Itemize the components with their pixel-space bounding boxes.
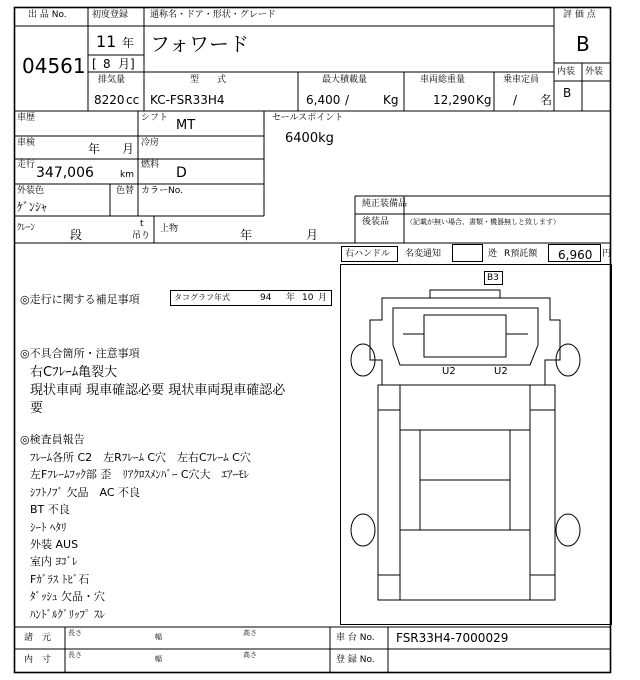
length-label: 長さ (68, 629, 82, 637)
crane-stage-unit: 段 (70, 228, 83, 242)
inspector-line: ﾌﾚｰﾑ各所 C2 左Rﾌﾚｰﾑ C穴 左右Cﾌﾚｰﾑ C穴 (30, 451, 251, 464)
interior-dimensions-label: 内 寸 (24, 655, 52, 665)
upper-body-label: 上物 (160, 224, 179, 234)
defect-line: 現状車両 現車確認必要 現状車両現車確認必 (30, 383, 286, 398)
defect-line: 要 (30, 401, 44, 416)
inspector-line: 左Fﾌﾚｰﾑﾌｯｸ部 歪 ﾘｱｸﾛｽﾒﾝﾊﾞｰ C穴大 ｴｱｰﾓﾚ (30, 468, 249, 482)
slash-2: / (513, 93, 518, 107)
interior-length-label: 長さ (68, 651, 82, 659)
capacity-unit: 名 (540, 93, 553, 107)
tachograph-year: 94 (260, 293, 272, 303)
interior-height-label: 高さ (243, 651, 257, 659)
driving-notes-title: ◎走行に関する補足事項 (20, 293, 140, 306)
interior-label: 内装 (557, 67, 576, 77)
mileage-value: 347,006 (36, 165, 94, 181)
inspection-year-unit: 年 (88, 142, 101, 156)
r-deposit-value: 6,960 (558, 248, 593, 262)
max-load-value: 6,400 (306, 93, 341, 107)
inspector-line: Fｶﾞﾗｽ ﾄﾋﾞ石 (30, 572, 90, 586)
upper-month-unit: 月 (306, 228, 319, 242)
diagram-mark-u2-left: U2 (442, 366, 456, 377)
slash-1: / (345, 93, 350, 107)
exterior-label: 外装 (585, 67, 604, 77)
r-deposit-unit: 円 (602, 249, 612, 259)
history-label: 車歴 (17, 113, 36, 123)
score-label: 評 価 点 (563, 10, 596, 20)
tachograph-month-unit: 月 (318, 293, 328, 303)
crane-hook-label: 吊り (132, 231, 151, 241)
fuel-label: 燃料 (141, 160, 160, 170)
color-no-label: カラーNo. (141, 186, 183, 196)
model-code-value: KC-FSR33H4 (150, 93, 225, 107)
chassis-value: FSR33H4-7000029 (396, 631, 509, 645)
inspector-line: BT 不良 (30, 503, 70, 517)
name-label: 通称名・ドア・形状・グレード (150, 10, 276, 20)
mileage-label: 走行 (17, 160, 36, 170)
max-load-label: 最大積載量 (322, 75, 368, 85)
registration-month: 8 (103, 57, 111, 71)
wheel-rear-right-icon (556, 514, 580, 546)
gross-weight-label: 車両総重量 (420, 75, 466, 85)
model-name: フォワード (150, 32, 249, 56)
height-label: 高さ (243, 629, 257, 637)
inspector-line: 室内 ﾖｺﾞﾚ (30, 555, 78, 569)
mileage-unit: km (120, 170, 134, 180)
tachograph-label: タコグラフ年式 (174, 293, 230, 302)
defect-line: 右Cﾌﾚｰﾑ亀裂大 (30, 365, 118, 380)
defect-lines (30, 364, 285, 418)
exterior-color-label: 外装色 (17, 186, 45, 196)
wheel-icons (351, 344, 580, 546)
inspector-line: 外装 AUS (30, 537, 79, 551)
r-deposit-label: R預託額 (504, 249, 538, 259)
gross-weight-unit: Kg (476, 93, 492, 107)
sales-point-value: 6400kg (285, 131, 334, 146)
sales-point-label: セールスポイント (272, 113, 344, 123)
exterior-color-value: ｹﾞﾝｼｬ (17, 200, 48, 214)
aftermarket-label: 後装品 (362, 217, 390, 227)
model-code-label: 型 式 (190, 75, 227, 85)
displacement-unit: cc (126, 93, 140, 107)
registration-year: 11 (96, 32, 117, 51)
fuel-value: D (176, 165, 187, 181)
inspector-lines (30, 449, 251, 623)
truck-body-outline (370, 290, 560, 600)
interior-width-label: 幅 (155, 655, 162, 663)
interior-score: B (563, 86, 572, 100)
inspector-line: ｼﾌﾄﾉﾌﾞ 欠品 AC 不良 (30, 485, 141, 499)
displacement-label: 排気量 (98, 75, 126, 85)
displacement-value: 8220 (94, 93, 125, 107)
first-registration-label: 初度登録 (92, 10, 129, 20)
name-change-label: 名変通知 (405, 249, 442, 259)
inspector-title: ◎検査員報告 (20, 433, 85, 446)
inspector-line: ﾀﾞｯｼｭ 欠品・穴 (30, 590, 105, 604)
lapse-label: 迯 (488, 249, 498, 259)
overall-score: B (576, 32, 590, 56)
tachograph-month: 10 (302, 293, 314, 303)
right-handle-label: 右ハンドル (345, 249, 391, 259)
shift-label: シフト (141, 113, 169, 123)
inspection-label: 車検 (17, 138, 36, 148)
shift-value: MT (176, 118, 196, 133)
defects-title: ◎不具合箇所・注意事項 (20, 347, 140, 360)
color-change-label: 色替 (116, 186, 135, 196)
inspection-month-unit: 月 (122, 142, 135, 156)
wheel-rear-left-icon (351, 514, 375, 546)
chassis-label: 車 台 No. (336, 633, 375, 643)
registration-month-unit: 月] (118, 57, 135, 71)
upper-year-unit: 年 (240, 228, 253, 242)
inspector-line: ｼｰﾄ ﾍﾀﾘ (30, 520, 67, 534)
genuine-equipment-label: 純正装備品 (362, 199, 408, 209)
gross-weight-value: 12,290 (433, 93, 475, 107)
width-label: 幅 (155, 633, 162, 641)
registration-no-label: 登 録 No. (336, 655, 375, 665)
crane-ton-unit: t (140, 219, 144, 229)
capacity-label: 乗車定員 (503, 75, 540, 85)
max-load-unit: Kg (383, 93, 399, 107)
diagram-mark-u2-right: U2 (494, 366, 508, 377)
diagram-mark-b3: B3 (487, 273, 499, 283)
crane-label: ｸﾚｰﾝ (17, 223, 36, 233)
aircon-label: 冷房 (141, 138, 160, 148)
registration-year-unit: 年 (122, 36, 135, 50)
tachograph-year-unit: 年 (286, 293, 296, 303)
aftermarket-note: （記載が無い場合、書類・機器無しと致します） (406, 218, 560, 226)
lot-number: 04561 (22, 54, 86, 78)
inspector-line: ﾊﾝﾄﾞﾙｸﾞﾘｯﾌﾟ ｽﾚ (30, 607, 105, 621)
month-bracket: [ (92, 57, 97, 71)
dimensions-label: 諸 元 (24, 633, 52, 643)
lot-label: 出 品 No. (28, 10, 67, 20)
